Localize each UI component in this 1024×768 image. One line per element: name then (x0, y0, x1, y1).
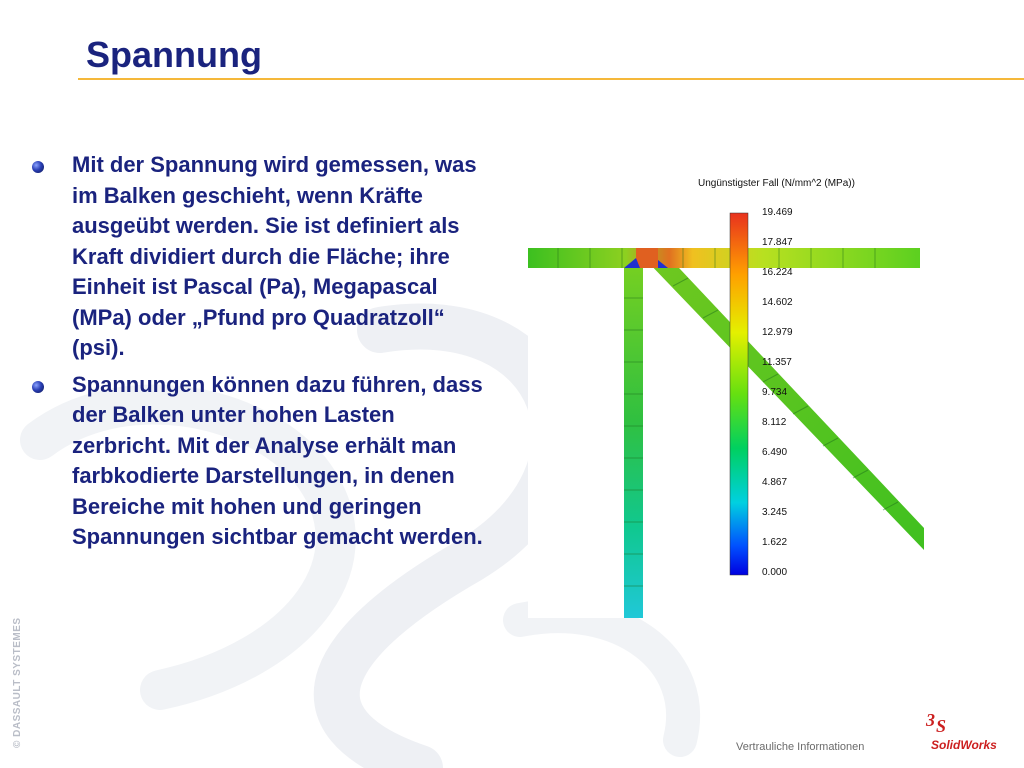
confidential-note: Vertrauliche Informationen (736, 741, 865, 753)
legend-value: 19.469 (762, 207, 793, 218)
vertical-beam (624, 260, 643, 618)
legend-value: 1.622 (762, 537, 788, 548)
side-copyright: © DASSAULT SYSTEMES (12, 617, 23, 748)
logo-text: SolidWorks (931, 738, 997, 752)
bullet-dot-icon (32, 381, 44, 393)
legend-value: 3.245 (762, 507, 788, 518)
slide-title: Spannung (86, 34, 262, 75)
title-divider (78, 78, 1024, 80)
legend-value: 12.979 (762, 327, 793, 338)
bullet-item (32, 150, 492, 364)
legend-value: 9.734 (762, 387, 788, 398)
legend-value: 16.224 (762, 267, 793, 278)
legend-value: 4.867 (762, 477, 788, 488)
legend-value: 11.357 (762, 357, 792, 368)
svg-text:S: S (936, 716, 947, 736)
bullet-dot-icon (32, 161, 44, 173)
bullet-text: Spannungen können dazu führen, dass der Balken unter hohen Lasten zerbricht. Mit der Analyse erhält man farbkodierte Darstellungen, in denen Bereiche mit hohen und geringen Spannungen sichtbar gemacht werden. (72, 371, 483, 549)
legend-value: 14.602 (762, 297, 793, 308)
legend-value: 6.490 (762, 447, 788, 458)
bullet-item (32, 370, 492, 553)
legend-value: 8.112 (762, 417, 787, 428)
stress-plot-figure (528, 168, 924, 618)
stress-plot (528, 168, 924, 618)
legend-color-bar (730, 213, 748, 575)
legend-value: 17.847 (762, 237, 793, 248)
legend-value: 0.000 (762, 567, 788, 578)
bullet-list (32, 150, 492, 559)
horizontal-beam (528, 248, 920, 268)
legend-title: Ungünstigster Fall (N/mm^2 (MPa)) (698, 178, 855, 189)
svg-text:3: 3 (926, 710, 935, 730)
bullet-text: Mit der Spannung wird gemessen, was im Balken geschieht, wenn Kräfte ausgeübt werden. Sie ist definiert als Kraft dividiert durch die Fläche; ihre Einheit ist Pascal (Pa), Megapascal (MPa) oder „Pfund pro Quadratzoll“ (psi). (72, 152, 477, 360)
